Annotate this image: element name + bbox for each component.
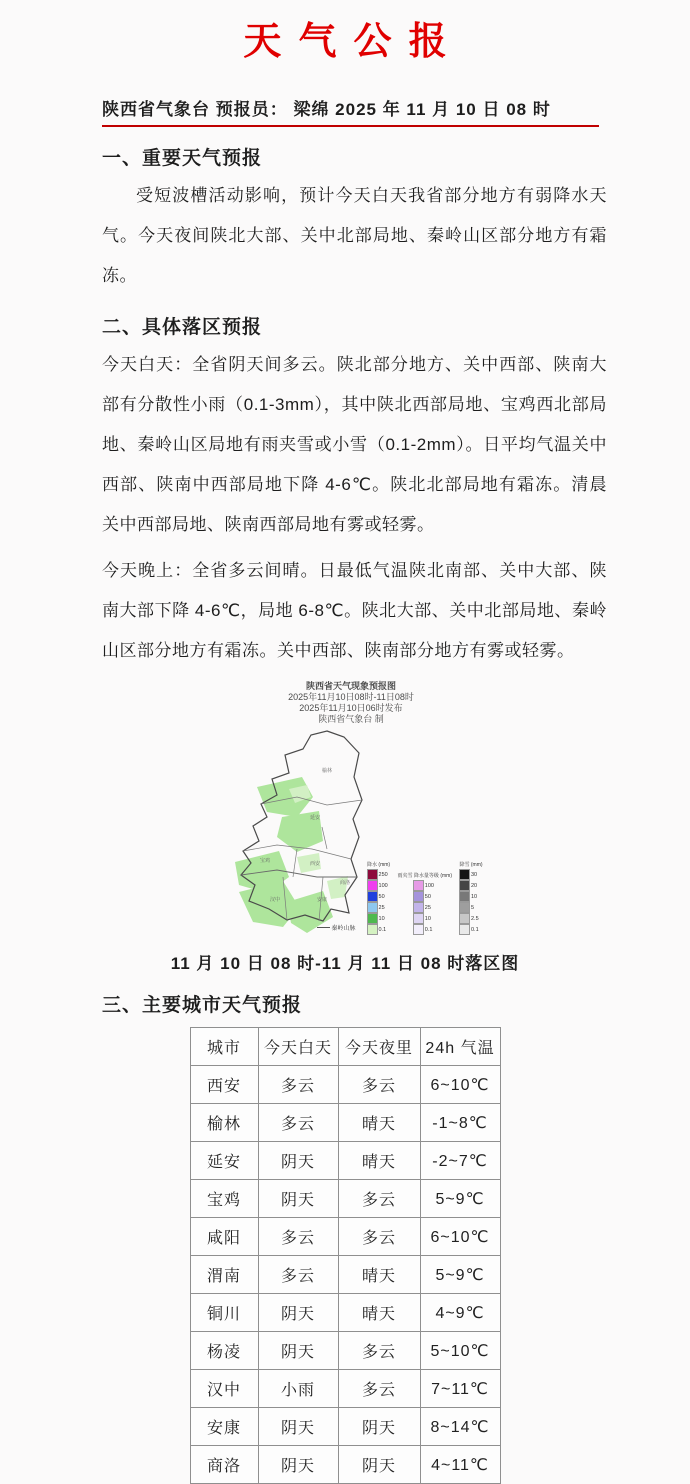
legend-tick-value: 30: [471, 871, 478, 878]
legend-tick-value: 25: [378, 904, 385, 911]
legend-swatch: [367, 913, 378, 924]
legend-tick-value: 0.1: [471, 926, 479, 933]
daytime-forecast-paragraph: 今天白天：全省阴天间多云。陕北部分地方、关中西部、陕南大部有分散性小雨（0.1-3mm），其中陕北西部局地、宝鸡西北部局地、秦岭山区局地有雨夹雪或小雪（0.1-2mm）。日平均气温关中西部、陕南中西部局地下降 4-6℃。陕北北部局地有霜冻。清晨关中西部局地、陕南西部局地有雾或轻雾。: [102, 355, 607, 534]
table-row: [190, 1332, 500, 1370]
table-row: [190, 1142, 500, 1180]
table-cell: 晴天: [338, 1256, 420, 1294]
table-cell: 多云: [258, 1218, 338, 1256]
table-cell: 阴天: [258, 1142, 338, 1180]
city-name-cell: 咸阳: [190, 1218, 258, 1256]
mountain-line-label: 秦岭山脉: [331, 926, 356, 932]
city-name-cell: 榆林: [190, 1104, 258, 1142]
table-cell: 晴天: [338, 1142, 420, 1180]
table-cell: 阴天: [338, 1408, 420, 1446]
legend-tick-value: 100: [424, 882, 434, 889]
table-cell: 阴天: [258, 1180, 338, 1218]
legend-tick-value: 100: [378, 882, 388, 889]
city-name-cell: 铜川: [190, 1294, 258, 1332]
section-heading-city-forecast: 三、主要城市天气预报: [102, 995, 303, 1016]
table-row: [190, 1446, 500, 1484]
weather-map-figure: [0, 681, 690, 939]
city-label: 安康: [316, 897, 328, 903]
legend-tick-value: 25: [424, 904, 431, 911]
city-name-cell: 西安: [190, 1066, 258, 1104]
table-cell: -2~7℃: [420, 1142, 500, 1180]
city-name-cell: 安康: [190, 1408, 258, 1446]
city-label: 商洛: [339, 880, 351, 886]
city-name-cell: 渭南: [190, 1256, 258, 1294]
legend-swatch: [367, 891, 378, 902]
table-cell: 多云: [338, 1218, 420, 1256]
table-cell: 4~9℃: [420, 1294, 500, 1332]
legend-tick-value: 0.1: [424, 926, 433, 933]
legend-step: [413, 902, 437, 913]
page-title: 天气公报: [243, 21, 464, 63]
table-cell: 多云: [258, 1104, 338, 1142]
table-cell: 4~11℃: [420, 1446, 500, 1484]
mountain-line-legend: [317, 923, 356, 932]
map-title-line: 陕西省天气现象预报图: [305, 681, 396, 691]
table-cell: 阴天: [258, 1446, 338, 1484]
table-header-cell: 今天夜里: [338, 1028, 420, 1066]
table-cell: 多云: [338, 1332, 420, 1370]
table-cell: 7~11℃: [420, 1370, 500, 1408]
table-row: [190, 1408, 500, 1446]
table-cell: 6~10℃: [420, 1218, 500, 1256]
legend-step: [459, 924, 483, 935]
legend-swatch: [413, 880, 424, 891]
table-row: [190, 1256, 500, 1294]
table-header-row: [190, 1028, 500, 1066]
map-title-lines: [6, 681, 690, 725]
table-cell: 多云: [338, 1066, 420, 1104]
legend-tick-value: 10: [378, 915, 385, 922]
table-row: [190, 1104, 500, 1142]
legend-step: [459, 891, 483, 902]
legend-tick-value: 10: [424, 915, 431, 922]
legend-step: [459, 902, 483, 913]
legend-tick-value: 2.5: [471, 915, 479, 922]
table-cell: 阴天: [258, 1408, 338, 1446]
legend-step: [367, 880, 391, 891]
table-header-cell: 24h 气温: [420, 1028, 500, 1066]
map-title-line: 2025年11月10日08时-11日08时: [288, 692, 414, 702]
legend-tick-value: 5: [471, 904, 475, 911]
legend-swatch: [459, 913, 470, 924]
city-name-cell: 商洛: [190, 1446, 258, 1484]
table-row: [190, 1180, 500, 1218]
legend-bar-label: 雨夹雪 降水量等级 (mm): [397, 873, 452, 879]
table-header-cell: 城市: [190, 1028, 258, 1066]
legend-swatch: [367, 880, 378, 891]
legend-step: [413, 880, 437, 891]
city-label: 榆林: [321, 768, 333, 774]
legend-swatch: [413, 913, 424, 924]
legend-bar: [459, 862, 483, 935]
legend-tick-value: 50: [424, 893, 431, 900]
legend-tick-value: 50: [378, 893, 385, 900]
table-row: [190, 1218, 500, 1256]
table-cell: 多云: [338, 1370, 420, 1408]
legend-swatch: [459, 880, 470, 891]
legend-tick-value: 0.1: [378, 926, 387, 933]
table-cell: 8~14℃: [420, 1408, 500, 1446]
legend-swatch: [459, 891, 470, 902]
table-cell: 小雨: [258, 1370, 338, 1408]
map-title-line: 陕西省气象台 制: [318, 714, 384, 724]
table-cell: 6~10℃: [420, 1066, 500, 1104]
legend-bar-label: 降水 (mm): [367, 862, 391, 868]
legend-swatch: [459, 924, 470, 935]
legend-swatch: [413, 902, 424, 913]
table-cell: 多云: [258, 1066, 338, 1104]
legend-swatch: [459, 902, 470, 913]
night-forecast-paragraph: 今天晚上：全省多云间晴。日最低气温陕北南部、关中大部、陕南大部下降 4-6℃，局地 6-8℃。陕北大部、关中北部局地、秦岭山区部分地方有霜冻。关中西部、陕南部分地方有雾或轻雾。: [102, 561, 607, 660]
legend-tick-value: 10: [471, 893, 478, 900]
city-label: 延安: [309, 815, 321, 821]
legend-swatch: [367, 902, 378, 913]
city-name-cell: 延安: [190, 1142, 258, 1180]
table-cell: 5~9℃: [420, 1256, 500, 1294]
legend-step: [367, 891, 391, 902]
city-weather-table: [190, 1027, 501, 1484]
legend-step: [367, 869, 391, 880]
legend-step: [459, 869, 483, 880]
legend-step: [413, 924, 437, 935]
table-cell: 晴天: [338, 1104, 420, 1142]
city-label: 汉中: [269, 897, 281, 903]
legend-swatch: [459, 869, 470, 880]
section-heading-area-forecast: 二、具体落区预报: [102, 317, 263, 338]
table-cell: -1~8℃: [420, 1104, 500, 1142]
legend-step: [367, 902, 391, 913]
map-caption: 11 月 10 日 08 时-11 月 11 日 08 时落区图: [170, 954, 520, 973]
city-label: 西安: [309, 861, 321, 867]
table-header-cell: 今天白天: [258, 1028, 338, 1066]
map-title-line: 2025年11月10日06时发布: [299, 703, 403, 713]
city-name-cell: 杨凌: [190, 1332, 258, 1370]
map-legend: [317, 862, 483, 935]
table-cell: 5~9℃: [420, 1180, 500, 1218]
city-label: 宝鸡: [259, 858, 271, 864]
table-cell: 阴天: [258, 1294, 338, 1332]
city-name-cell: 宝鸡: [190, 1180, 258, 1218]
legend-bar-label: 降雪 (mm): [459, 862, 483, 868]
table-cell: 多云: [258, 1256, 338, 1294]
mountain-line-icon: [317, 927, 330, 928]
table-cell: 5~10℃: [420, 1332, 500, 1370]
legend-bar: [398, 873, 452, 935]
legend-step: [367, 924, 391, 935]
legend-tick-value: 250: [378, 871, 388, 878]
legend-swatch: [367, 869, 378, 880]
table-cell: 多云: [338, 1180, 420, 1218]
shaanxi-map: [227, 727, 483, 939]
legend-swatch: [367, 924, 378, 935]
legend-swatch: [413, 924, 424, 935]
section-heading-important-forecast: 一、重要天气预报: [102, 148, 263, 169]
legend-swatch: [413, 891, 424, 902]
legend-bar: [367, 862, 391, 935]
bulletin-meta: 陕西省气象台 预报员： 梁绵 2025 年 11 月 10 日 08 时: [102, 95, 599, 127]
district-boundary: [322, 827, 327, 849]
table-cell: 晴天: [338, 1294, 420, 1332]
legend-step: [459, 880, 483, 891]
legend-step: [367, 913, 391, 924]
table-cell: 阴天: [258, 1332, 338, 1370]
important-forecast-paragraph: 受短波槽活动影响，预计今天白天我省部分地方有弱降水天气。今天夜间陕北大部、关中北部局地、秦岭山区部分地方有霜冻。: [102, 186, 607, 285]
table-row: [190, 1066, 500, 1104]
city-name-cell: 汉中: [190, 1370, 258, 1408]
table-row: [190, 1370, 500, 1408]
legend-step: [413, 913, 437, 924]
legend-tick-value: 20: [471, 882, 478, 889]
legend-step: [459, 913, 483, 924]
table-cell: 阴天: [338, 1446, 420, 1484]
legend-step: [413, 891, 437, 902]
